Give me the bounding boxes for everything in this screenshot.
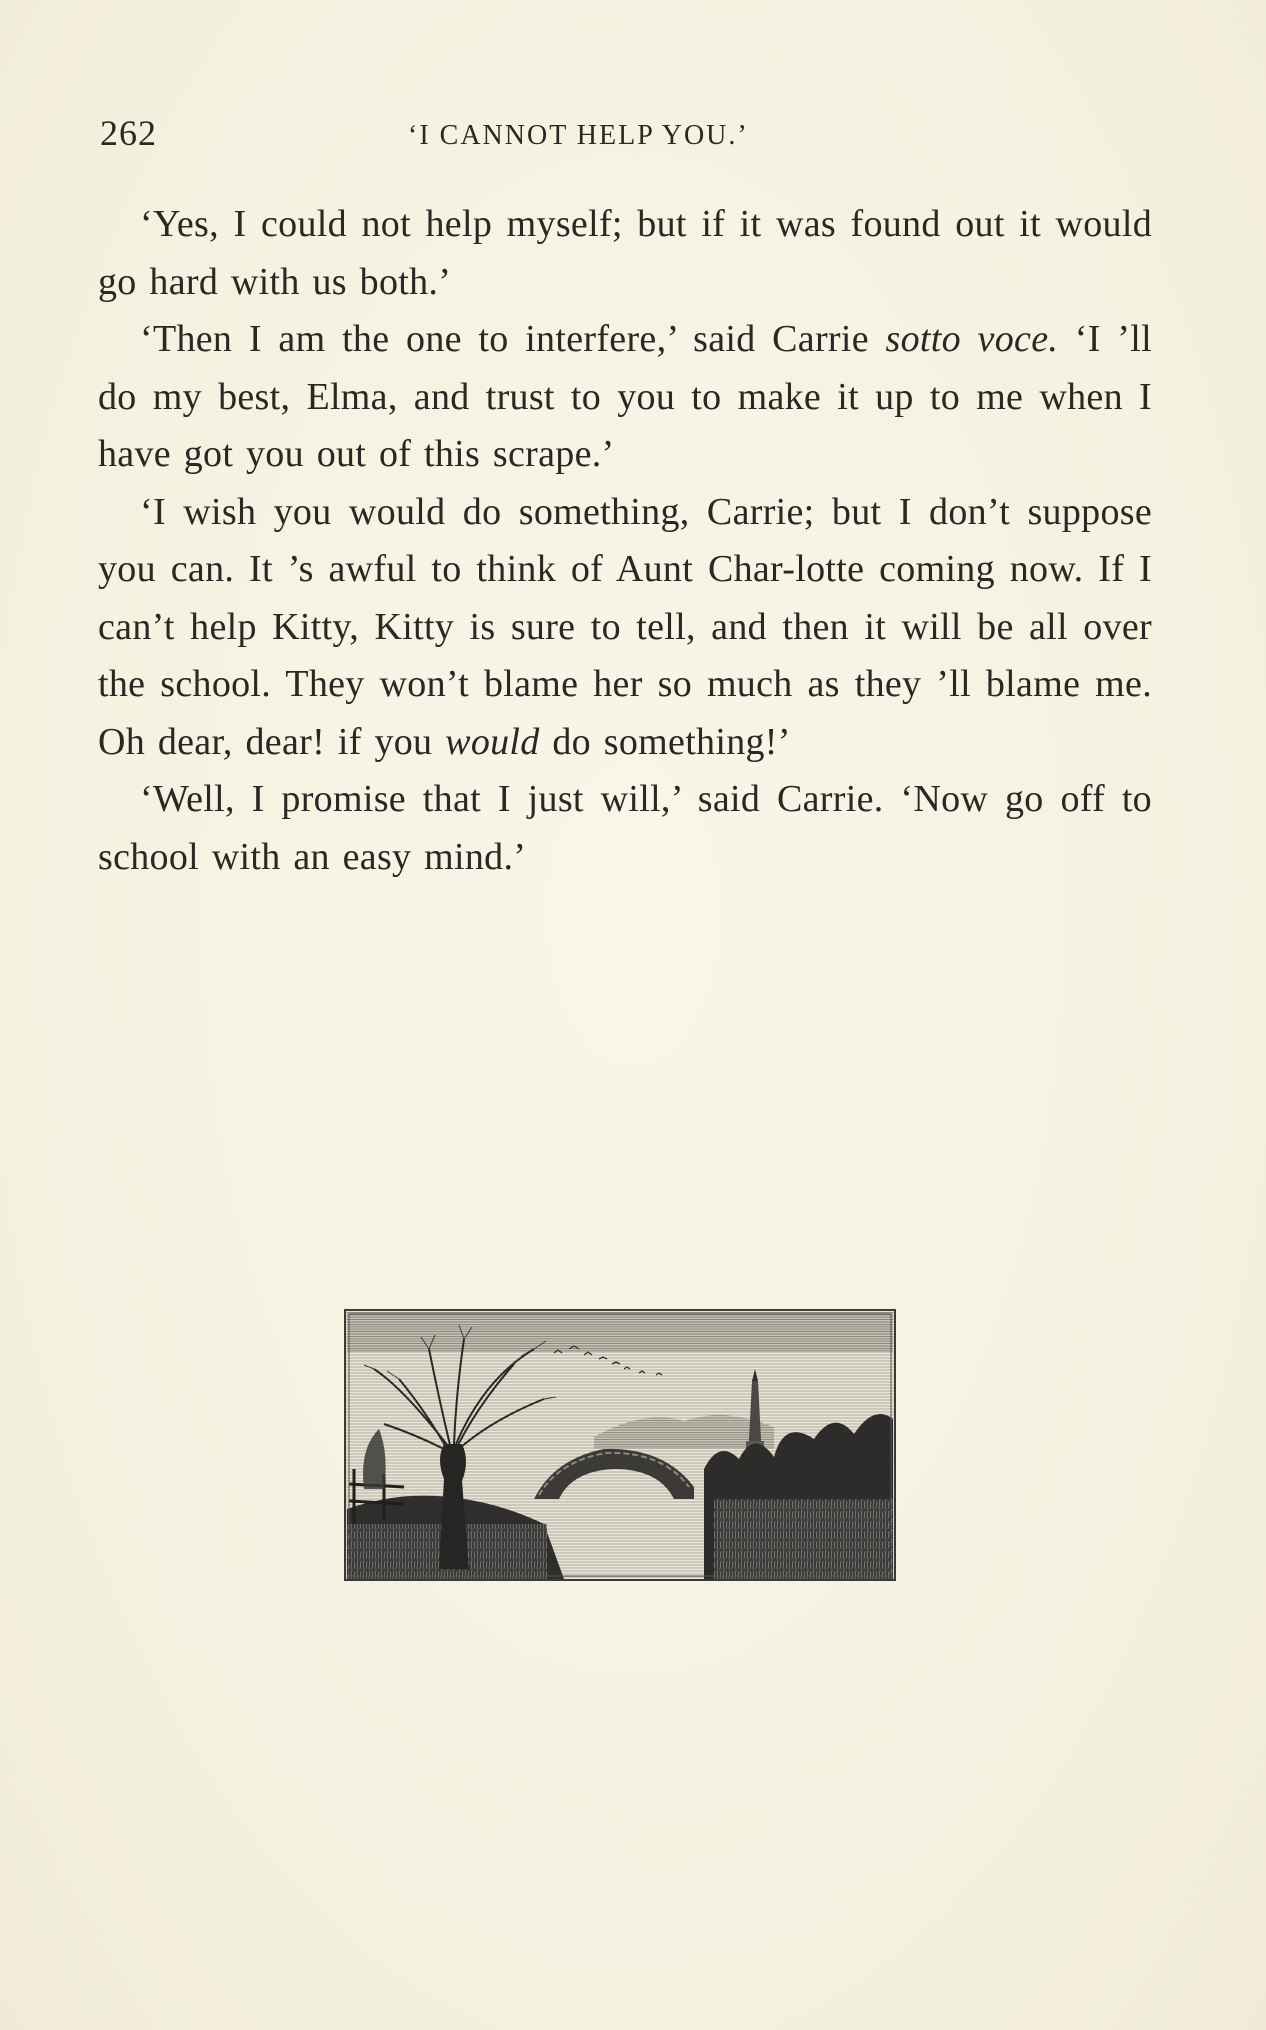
paragraph-1-text: ‘Yes, I could not help myself; but if it was found out it would go hard with us both.’ (98, 203, 1152, 303)
running-head: ‘I CANNOT HELP YOU.’ (408, 120, 749, 151)
paragraph-4 (98, 771, 1152, 886)
body-text (98, 196, 1152, 886)
paragraph-2 (98, 311, 1152, 484)
page-header (100, 112, 1152, 162)
right-bank-reeds (714, 1499, 893, 1579)
engraving-illustration (344, 1309, 896, 1581)
paragraph-3-italic: would (445, 720, 540, 763)
paragraph-3-text-b: do something!’ (539, 720, 791, 763)
paragraph-4-text: ‘Well, I promise that I just will,’ said Carrie. ‘Now go off to school with an easy mind.’ (98, 778, 1152, 878)
paragraph-2-italic: sotto voce. (885, 318, 1059, 360)
page-number: 262 (100, 113, 157, 153)
paragraph-2-text-a: ‘Then I am the one to interfere,’ said Carrie (140, 318, 886, 360)
paragraph-2-text-b: ‘I ’ll do my best, Elma, and trust to you to make it up to me when I have got you out of this scrape.’ (98, 318, 1152, 475)
paragraph-1 (98, 196, 1152, 311)
engraving-vignette (344, 1309, 896, 1581)
paragraph-3 (98, 484, 1152, 772)
paragraph-3-text-a: ‘I wish you would do something, Carrie; but I don’t suppose you can. It ’s awful to think of Aunt Char-lotte coming now. If I can’t help Kitty, Kitty is sure to tell, and then it will be all over the school. They won’t blame her so much as they ’ll blame me. Oh dear, dear! if you (98, 490, 1152, 763)
